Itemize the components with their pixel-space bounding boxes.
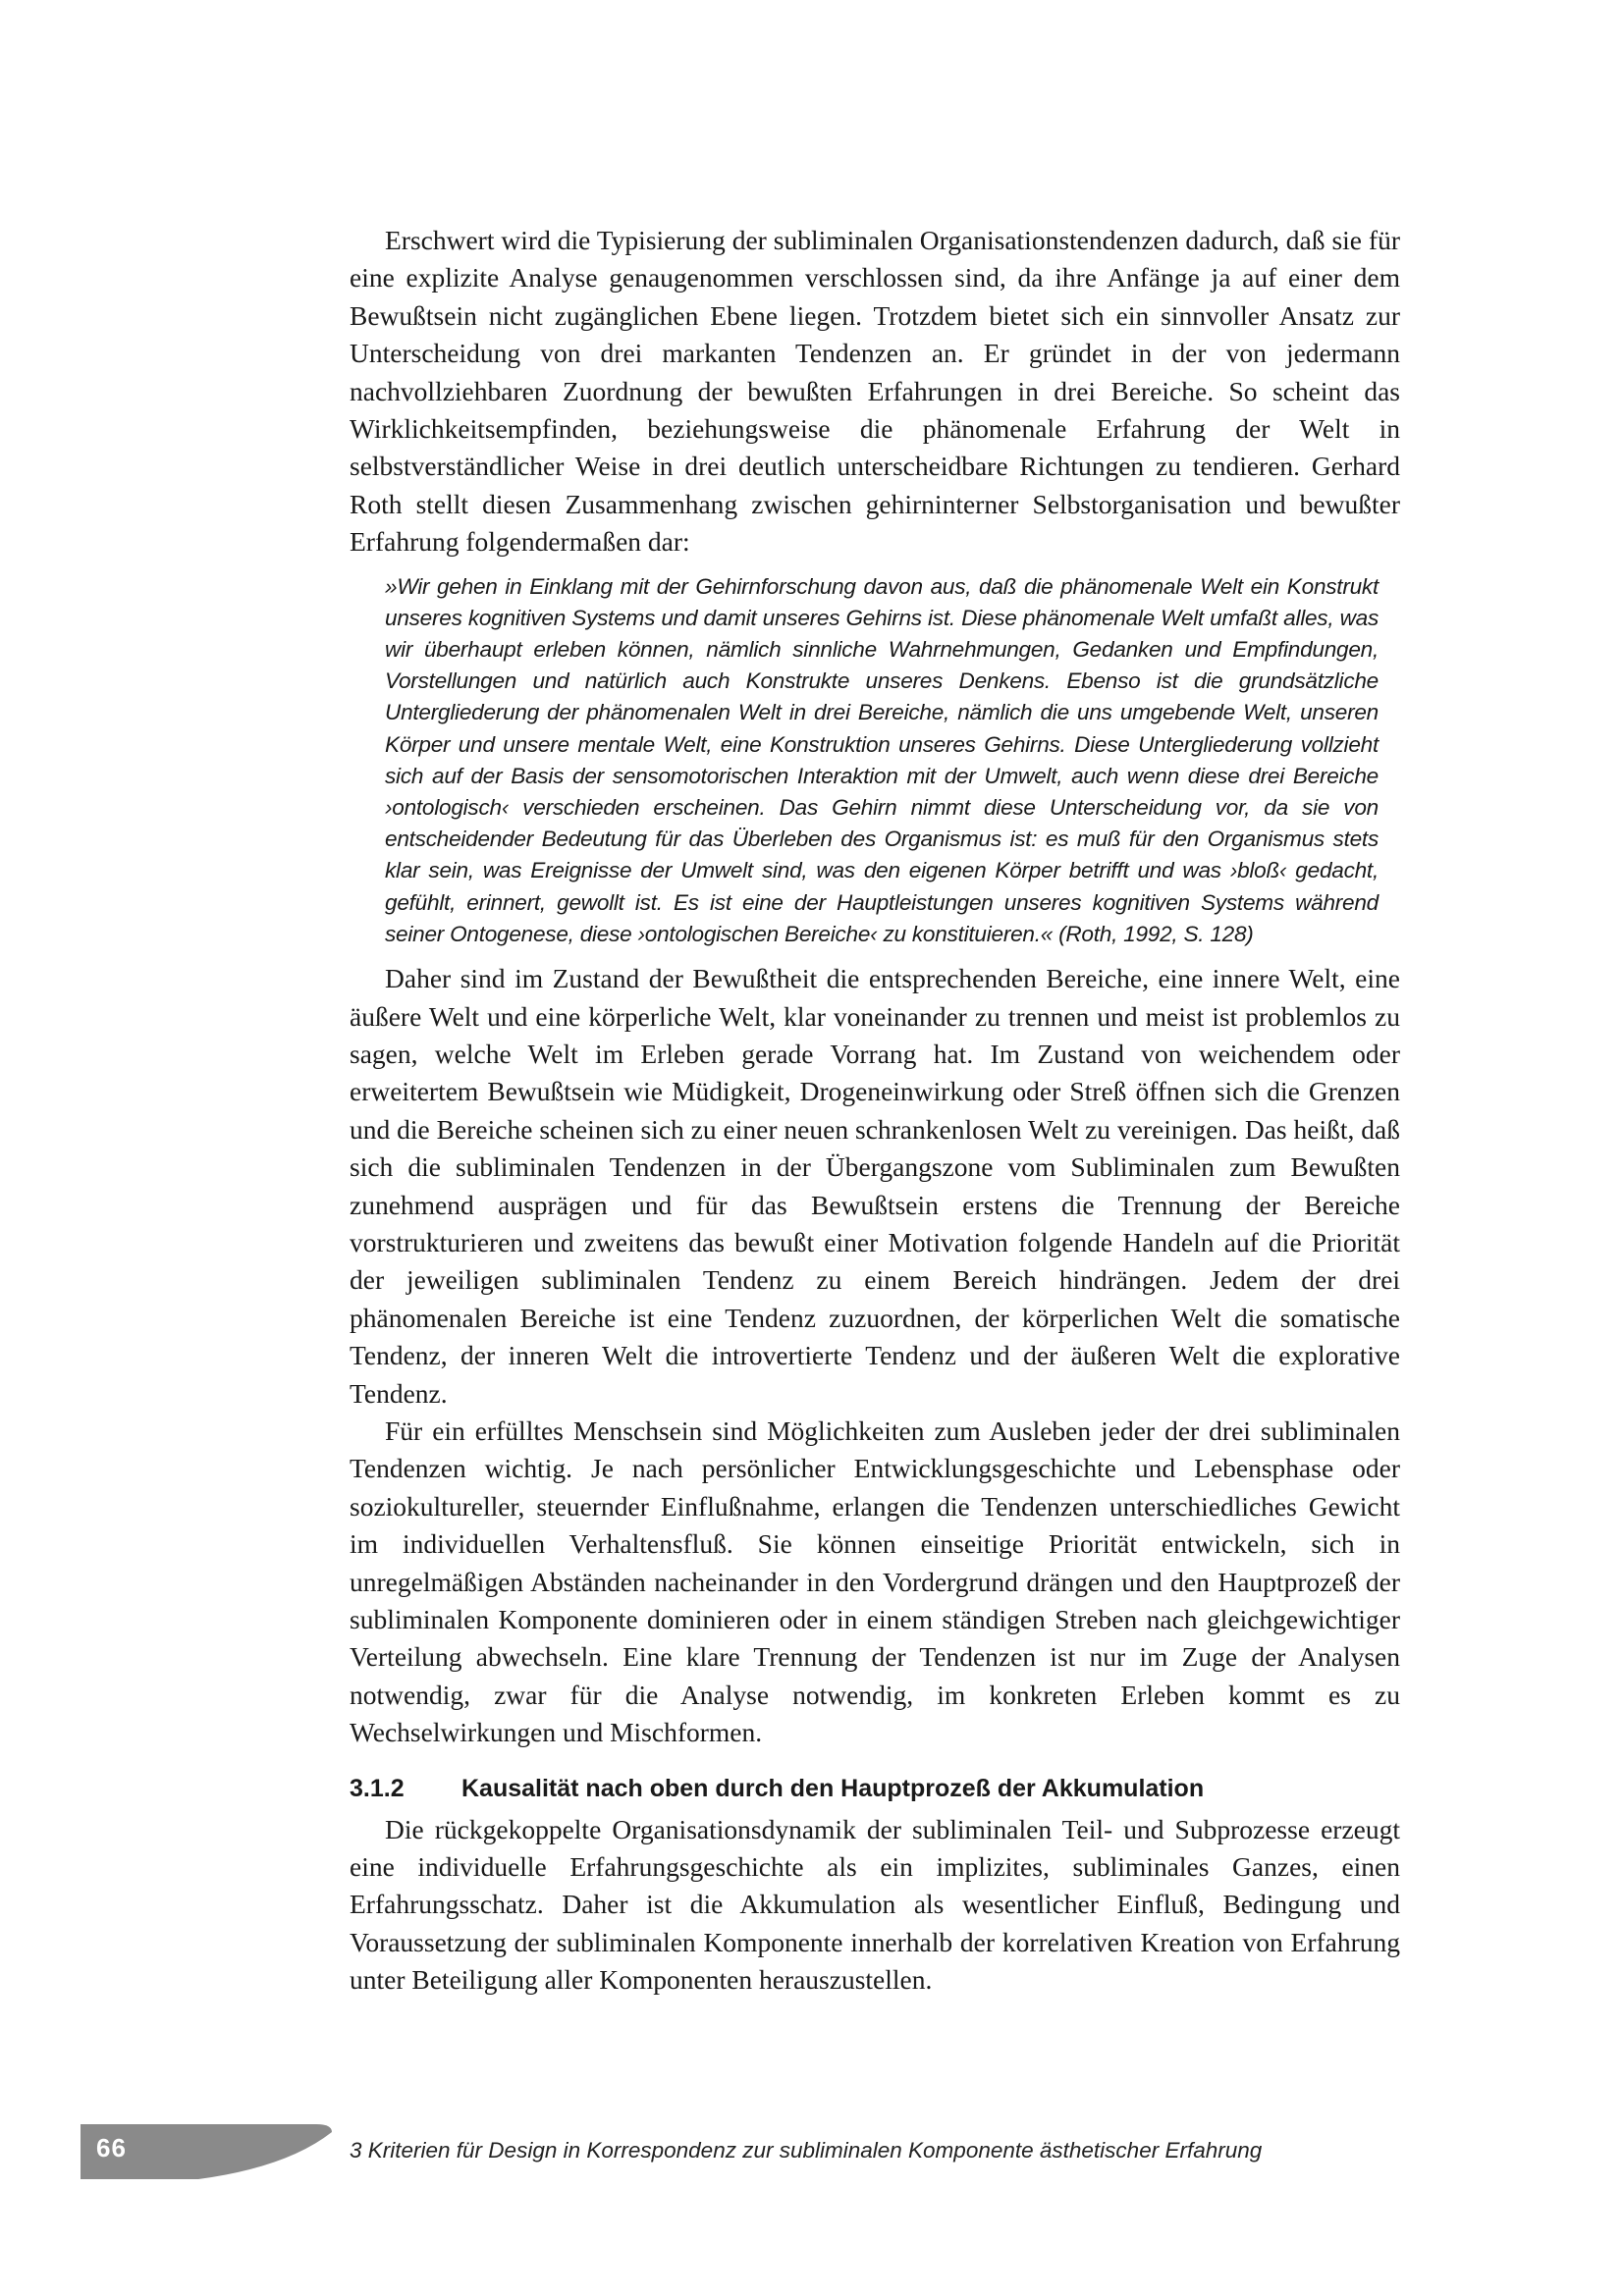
body-paragraph: Daher sind im Zustand der Bewußtheit die entsprechenden Bereiche, eine innere Welt, eine äußere Welt und eine körperliche Welt, klar voneinander zu trennen und meist ist problemlos zu sagen, welche Welt im Erleben gerade Vorrang hat. Im Zustand von weichendem oder erweitertem Bewußtsein wie Müdigkeit, Drogeneinwirkung oder Streß öffnen sich die Grenzen und die Bereiche scheinen sich zu einer neuen schrankenlosen Welt zu vereinigen. Das heißt, daß sich die subliminalen Tendenzen in der Übergangszone vom Subliminalen zum Bewußten zunehmend ausprägen und für das Bewußtsein erstens die Trennung der Bereiche vorstrukturieren und zweitens das bewußt einer Motivation folgende Handeln auf die Priorität der jeweiligen subliminalen Tendenz zu einem Bereich hindrängen. Jedem der drei phänomenalen Bereiche ist eine Tendenz zuzuordnen, der körperlichen Welt die somatische Tendenz, der inneren Welt die introvertierte Tendenz und der äußeren Welt die explorative Tendenz.: [350, 963, 1400, 1409]
running-title: 3 Kriterien für Design in Korrespondenz zur subliminalen Komponente ästhetischer Erfahrung: [350, 2138, 1263, 2163]
body-paragraph: Die rückgekoppelte Organisationsdynamik der subliminalen Teil- und Subprozesse erzeugt eine individuelle Erfahrungsgeschichte als ein implizites, subliminales Ganzes, einen Erfahrungsschatz. Daher ist die Akkumulation als wesentlicher Einfluß, Bedingung und Voraussetzung der subliminalen Komponente innerhalb der korrelativen Kreation von Erfahrung unter Beteiligung aller Komponenten herauszustellen.: [350, 1813, 1400, 1996]
section-heading: [350, 1772, 1400, 1805]
page-footer: [81, 2124, 1416, 2179]
page-number: 66: [96, 2133, 127, 2163]
block-quote: »Wir gehen in Einklang mit der Gehirnforschung davon aus, daß die phänomenale Welt ein Konstrukt unseres kognitiven Systems und damit unseres Gehirns ist. Diese phänomenale Welt umfaßt alles, was wir überhaupt erleben können, nämlich sinnliche Wahrnehmungen, Gedanken und Empfindungen, Vorstellungen und natürlich auch Konstrukte unseres Denkens. Ebenso ist die grundsätzliche Untergliederung der phänomenalen Welt in drei Bereiche, nämlich die uns umgebende Welt, unseren Körper und unsere mentale Welt, eine Konstruktion unseres Gehirns. Diese Untergliederung vollzieht sich auf der Basis der sensomotorischen Interaktion mit der Umwelt, auch wenn diese drei Bereiche ›ontologisch‹ verschieden erscheinen. Das Gehirn nimmt diese Unterscheidung vor, da sie von entscheidender Bedeutung für das Überleben des Organismus ist: es muß für den Organismus stets klar sein, was Ereignisse der Umwelt sind, was den eigenen Körper betrifft und was ›bloß‹ gedacht, gefühlt, erinnert, gewollt ist. Es ist eine der Hauptleistungen unseres kognitiven Systems während seiner Ontogenese, diese ›ontologischen Bereiche‹ zu konstituieren.« (Roth, 1992, S. 128): [385, 573, 1379, 946]
section-number: 3.1.2: [350, 1774, 405, 1802]
section-title: Kausalität nach oben durch den Hauptprozeß der Akkumulation: [461, 1774, 1205, 1802]
body-paragraph: Erschwert wird die Typisierung der subliminalen Organisationstendenzen dadurch, daß sie für eine explizite Analyse genaugenommen verschlossen sind, da ihre Anfänge ja auf einer dem Bewußtsein nicht zugänglichen Ebene liegen. Trotzdem bietet sich ein sinnvoller Ansatz zur Unterscheidung von drei markanten Tendenzen an. Er gründet in der von jedermann nachvollziehbaren Zuordnung der bewußten Erfahrungen in drei Bereiche. So scheint das Wirklichkeitsempfinden, beziehungsweise die phänomenale Erfahrung der Welt in selbstverständlicher Weise in drei deutlich unterscheidbare Richtungen zu tendieren. Gerhard Roth stellt diesen Zusammenhang zwischen gehirninterner Selbstorganisation und bewußter Erfahrung folgendermaßen dar:: [350, 225, 1400, 558]
body-paragraph: Für ein erfülltes Menschsein sind Möglichkeiten zum Ausleben jeder der drei subliminalen Tendenzen wichtig. Je nach persönlicher Entwicklungsgeschichte und Lebensphase oder soziokultureller, steuernder Einflußnahme, erlangen die Tendenzen unterschiedliches Gewicht im individuellen Verhaltensfluß. Sie können einseitige Priorität entwickeln, sich in unregelmäßigen Abständen nacheinander in den Vordergrund drängen und den Hauptprozeß der subliminalen Komponente dominieren oder in einem ständigen Streben nach gleichgewichtiger Verteilung abwechseln. Eine klare Trennung der Tendenzen ist nur im Zuge der Analysen notwendig, zwar für die Analyse notwendig, im konkreten Erleben kommt es zu Wechselwirkungen und Mischformen.: [350, 1415, 1400, 1748]
main-text-column: [350, 222, 1400, 2000]
